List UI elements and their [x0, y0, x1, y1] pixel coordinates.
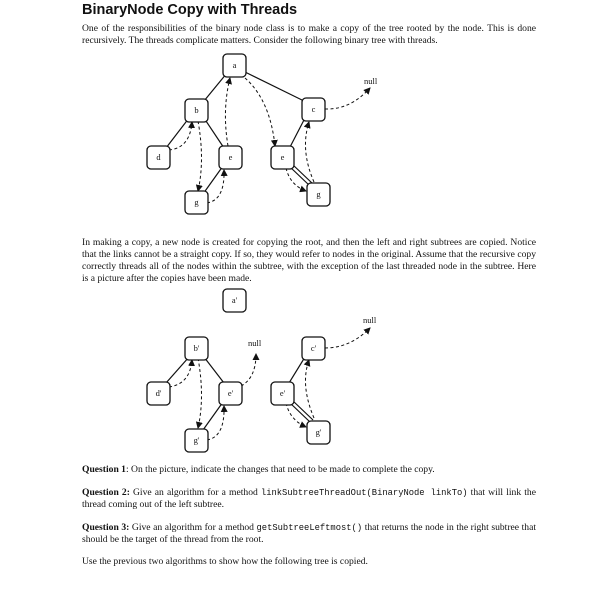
node-d [147, 146, 170, 169]
copied-tree-diagram [147, 289, 377, 452]
question-2-text: Give an algorithm for a method [129, 487, 261, 498]
question-3 [82, 522, 536, 546]
question-3-text: Give an algorithm for a method [129, 522, 257, 533]
question-3-label: Question 3: [82, 522, 130, 533]
svg-text:e': e' [227, 387, 234, 398]
svg-text:e': e' [279, 387, 286, 398]
svg-text:c: c [311, 103, 316, 114]
svg-text:e: e [228, 151, 233, 162]
null-label-2: null [363, 315, 377, 325]
question-2 [82, 487, 536, 511]
original-tree-diagram [147, 54, 378, 214]
node-g-right-copy [307, 421, 330, 444]
question-1-label: Question 1 [82, 464, 126, 475]
closing-paragraph: Use the previous two algorithms to show how the following tree is copied. [82, 556, 368, 567]
node-b [185, 99, 208, 122]
node-g-left [185, 191, 208, 214]
question-2-text-after: that will link the thread coming out of the left subtree. [82, 487, 536, 510]
intro-paragraph: One of the responsibilities of the binary node class is to make a copy of the tree rooted by the node. This is done recursively. The threads complicate matters. Consider the following binary tree with threads. [82, 23, 536, 46]
svg-text:d': d' [155, 387, 162, 398]
node-c-copy [302, 337, 325, 360]
node-e-left-copy [219, 382, 242, 405]
node-c [302, 98, 325, 121]
null-label-1: null [248, 338, 262, 348]
null-label: null [364, 76, 378, 86]
question-3-text-after: that returns the node in the right subtree that should be the target of the thread from the root. [82, 522, 536, 545]
svg-text:b: b [194, 104, 199, 115]
node-g-right [307, 183, 330, 206]
question-1 [82, 464, 536, 476]
svg-text:c': c' [310, 342, 317, 353]
question-3-code: getSubtreeLeftmost() [256, 523, 363, 533]
svg-text:a': a' [231, 294, 238, 305]
svg-text:g: g [194, 196, 199, 207]
svg-text:b': b' [193, 342, 200, 353]
copy-explanation-paragraph: In making a copy, a new node is created for copying the root, and then the left and right subtrees are copied. Notice that the links cannot be a straight copy. If so, they would refer to nodes in the original. Assume that the recursive copy correctly threads all of the nodes within the subtree, with the exception of the last threaded node in the subtree. Here is a picture after the copies have been made. [82, 237, 536, 284]
svg-text:e: e [280, 151, 285, 162]
node-e-left [219, 146, 242, 169]
svg-text:d: d [156, 151, 161, 162]
question-2-label: Question 2: [82, 487, 130, 498]
node-b-copy [185, 337, 208, 360]
node-g-left-copy [185, 429, 208, 452]
svg-text:g': g' [193, 434, 200, 445]
node-a-copy [223, 289, 246, 312]
node-e-right [271, 146, 294, 169]
svg-text:a: a [232, 59, 237, 70]
question-1-text: : On the picture, indicate the changes that need to be made to complete the copy. [125, 464, 435, 475]
svg-text:g: g [316, 188, 321, 199]
node-e-right-copy [271, 382, 294, 405]
node-d-copy [147, 382, 170, 405]
svg-text:g': g' [315, 426, 322, 437]
node-a [223, 54, 246, 77]
question-2-code: linkSubtreeThreadOut(BinaryNode linkTo) [260, 488, 468, 498]
page-title: BinaryNode Copy with Threads [82, 2, 298, 18]
